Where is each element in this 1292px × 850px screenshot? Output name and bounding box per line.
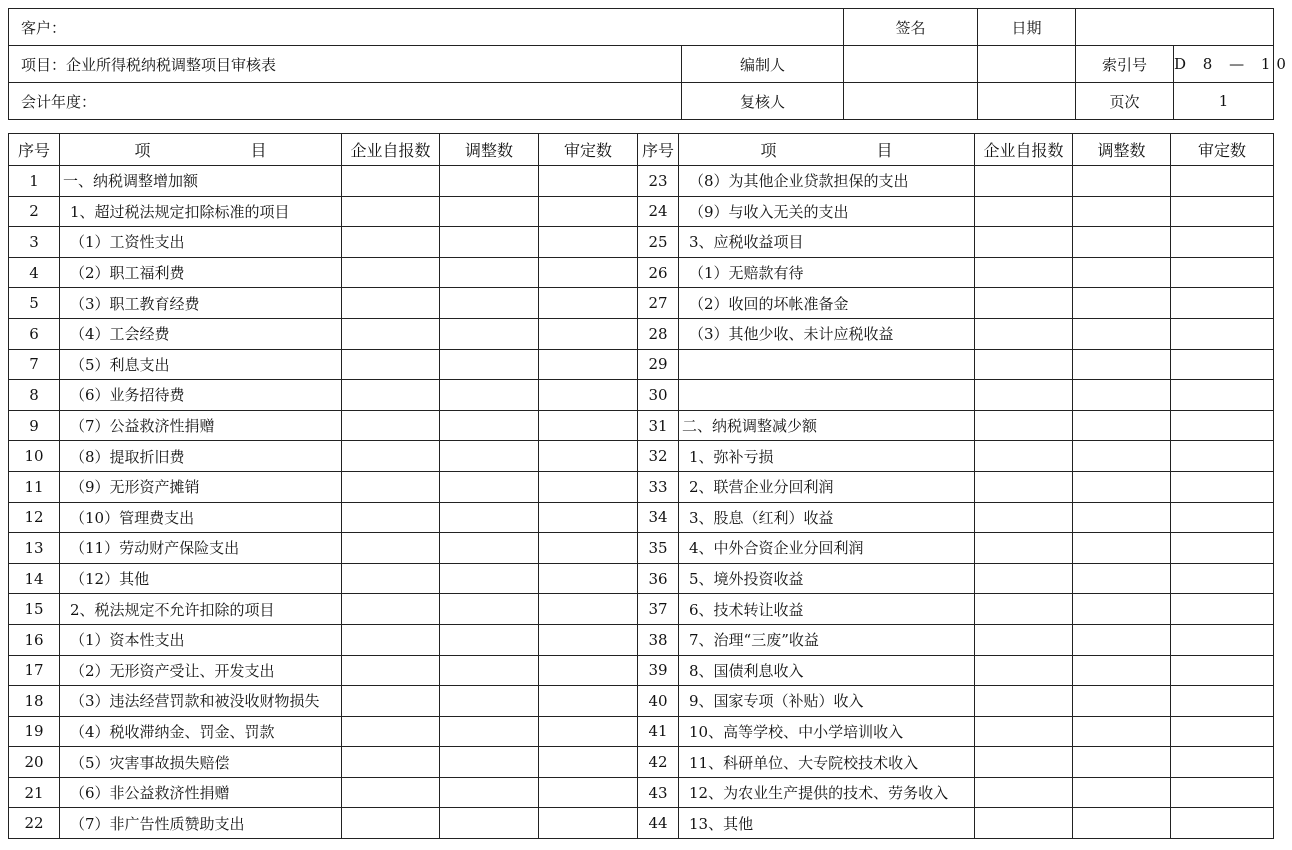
cell-approved-left[interactable] [539, 777, 638, 808]
row-item-left: （4）税收滞纳金、罚金、罚款 [60, 716, 342, 747]
cell-approved-left[interactable] [539, 380, 638, 411]
cell-approved-right[interactable] [1171, 563, 1274, 594]
row-item-left: （5）灾害事故损失赔偿 [60, 747, 342, 778]
cell-adjustment-left[interactable] [440, 594, 539, 625]
table-row [9, 502, 1274, 533]
table-row [9, 747, 1274, 778]
table-row [9, 655, 1274, 686]
row-item-left: 1、超过税法规定扣除标准的项目 [60, 196, 342, 227]
header-table [8, 8, 1292, 120]
cell-self-reported-right[interactable] [975, 624, 1073, 655]
table-row [9, 166, 1274, 197]
cell-approved-left[interactable] [539, 594, 638, 625]
cell-self-reported-left[interactable] [342, 196, 440, 227]
row-item-right: 10、高等学校、中小学培训收入 [679, 716, 975, 747]
row-number-left: 7 [9, 349, 60, 380]
cell-self-reported-left[interactable] [342, 471, 440, 502]
cell-adjustment-right[interactable] [1073, 655, 1171, 686]
row-item-left: （1）工资性支出 [60, 227, 342, 258]
cell-self-reported-right[interactable] [975, 318, 1073, 349]
cell-adjustment-left[interactable] [440, 716, 539, 747]
row-number-right: 33 [638, 471, 679, 502]
cell-self-reported-right[interactable] [975, 410, 1073, 441]
cell-approved-left[interactable] [539, 655, 638, 686]
cell-approved-left[interactable] [539, 624, 638, 655]
row-number-right: 44 [638, 808, 679, 839]
row-number-left: 10 [9, 441, 60, 472]
cell-adjustment-left[interactable] [440, 410, 539, 441]
reviewer-label: 复核人 [682, 83, 844, 120]
table-row [9, 686, 1274, 717]
cell-self-reported-right[interactable] [975, 288, 1073, 319]
cell-adjustment-right[interactable] [1073, 624, 1171, 655]
table-header-row [9, 134, 1274, 166]
cell-adjustment-left[interactable] [440, 166, 539, 197]
cell-adjustment-left[interactable] [440, 655, 539, 686]
row-number-right: 30 [638, 380, 679, 411]
cell-adjustment-left[interactable] [440, 196, 539, 227]
table-row [9, 594, 1274, 625]
cell-approved-left[interactable] [539, 747, 638, 778]
cell-adjustment-right[interactable] [1073, 502, 1171, 533]
cell-adjustment-right[interactable] [1073, 227, 1171, 258]
row-item-right: 3、应税收益项目 [679, 227, 975, 258]
index-value: D 8 — 10 [1174, 46, 1274, 83]
col-approved-right: 审定数 [1171, 134, 1274, 166]
cell-self-reported-left[interactable] [342, 686, 440, 717]
cell-self-reported-left[interactable] [342, 257, 440, 288]
cell-self-reported-left[interactable] [342, 594, 440, 625]
cell-approved-right[interactable] [1171, 288, 1274, 319]
table-row [9, 808, 1274, 839]
row-number-left: 15 [9, 594, 60, 625]
table-row [9, 196, 1274, 227]
cell-adjustment-right[interactable] [1073, 471, 1171, 502]
col-item-right [679, 134, 975, 166]
cell-approved-left[interactable] [539, 257, 638, 288]
cell-self-reported-left[interactable] [342, 502, 440, 533]
cell-approved-right[interactable] [1171, 502, 1274, 533]
col-self-reported-right: 企业自报数 [975, 134, 1073, 166]
row-number-right: 31 [638, 410, 679, 441]
row-number-left: 19 [9, 716, 60, 747]
cell-adjustment-left[interactable] [440, 380, 539, 411]
cell-approved-right[interactable] [1171, 196, 1274, 227]
cell-adjustment-left[interactable] [440, 624, 539, 655]
cell-adjustment-left[interactable] [440, 471, 539, 502]
cell-approved-right[interactable] [1171, 471, 1274, 502]
row-number-right: 32 [638, 441, 679, 472]
row-number-left: 13 [9, 533, 60, 564]
cell-approved-right[interactable] [1171, 533, 1274, 564]
cell-approved-left[interactable] [539, 196, 638, 227]
row-item-left: （7）非广告性质赞助支出 [60, 808, 342, 839]
row-item-right: （8）为其他企业贷款担保的支出 [679, 166, 975, 197]
table-row [9, 624, 1274, 655]
cell-approved-right[interactable] [1171, 227, 1274, 258]
cell-self-reported-right[interactable] [975, 471, 1073, 502]
cell-self-reported-left[interactable] [342, 624, 440, 655]
row-number-left: 11 [9, 471, 60, 502]
cell-self-reported-right[interactable] [975, 533, 1073, 564]
row-item-left: （3）职工教育经费 [60, 288, 342, 319]
cell-self-reported-right[interactable] [975, 594, 1073, 625]
cell-self-reported-left[interactable] [342, 227, 440, 258]
table-row [9, 441, 1274, 472]
cell-adjustment-right[interactable] [1073, 196, 1171, 227]
adjustment-table [8, 133, 1274, 839]
cell-approved-left[interactable] [539, 686, 638, 717]
cell-adjustment-left[interactable] [440, 288, 539, 319]
cell-self-reported-right[interactable] [975, 502, 1073, 533]
row-number-right: 37 [638, 594, 679, 625]
row-item-right: 二、纳税调整减少额 [679, 410, 975, 441]
cell-approved-left[interactable] [539, 808, 638, 839]
row-number-left: 6 [9, 318, 60, 349]
cell-approved-right[interactable] [1171, 380, 1274, 411]
row-number-left: 14 [9, 563, 60, 594]
cell-self-reported-left[interactable] [342, 441, 440, 472]
row-number-right: 43 [638, 777, 679, 808]
cell-self-reported-right[interactable] [975, 655, 1073, 686]
table-row [9, 227, 1274, 258]
col-item-right-a: 项 [760, 141, 777, 160]
row-item-right [679, 349, 975, 380]
cell-self-reported-left[interactable] [342, 288, 440, 319]
row-number-right: 25 [638, 227, 679, 258]
col-self-reported-left: 企业自报数 [342, 134, 440, 166]
sign-label: 签名 [844, 9, 978, 46]
row-item-left: （12）其他 [60, 563, 342, 594]
cell-approved-left[interactable] [539, 410, 638, 441]
cell-adjustment-right[interactable] [1073, 166, 1171, 197]
cell-adjustment-right[interactable] [1073, 441, 1171, 472]
cell-approved-right[interactable] [1171, 318, 1274, 349]
cell-self-reported-right[interactable] [975, 808, 1073, 839]
col-item-left-b: 目 [250, 141, 267, 160]
table-row [9, 349, 1274, 380]
cell-self-reported-right[interactable] [975, 686, 1073, 717]
header-row-year [9, 83, 1274, 120]
table-body [9, 166, 1274, 839]
row-item-right: 2、联营企业分回利润 [679, 471, 975, 502]
cell-adjustment-left[interactable] [440, 777, 539, 808]
row-item-left: （7）公益救济性捐赠 [60, 410, 342, 441]
cell-self-reported-left[interactable] [342, 716, 440, 747]
row-number-left: 20 [9, 747, 60, 778]
cell-adjustment-left[interactable] [440, 349, 539, 380]
row-number-left: 4 [9, 257, 60, 288]
header-row-customer [9, 9, 1274, 46]
row-number-right: 23 [638, 166, 679, 197]
col-item-left [60, 134, 342, 166]
row-number-right: 40 [638, 686, 679, 717]
table-row [9, 563, 1274, 594]
table-row [9, 716, 1274, 747]
date-value-cell[interactable] [1076, 9, 1274, 46]
page-value: 1 [1174, 83, 1274, 120]
cell-approved-left[interactable] [539, 166, 638, 197]
row-number-left: 17 [9, 655, 60, 686]
col-approved-left: 审定数 [539, 134, 638, 166]
cell-adjustment-left[interactable] [440, 747, 539, 778]
cell-approved-left[interactable] [539, 502, 638, 533]
row-number-right: 29 [638, 349, 679, 380]
row-item-right: 8、国债利息收入 [679, 655, 975, 686]
cell-adjustment-right[interactable] [1073, 257, 1171, 288]
row-item-right: （2）收回的坏帐准备金 [679, 288, 975, 319]
cell-approved-right[interactable] [1171, 441, 1274, 472]
cell-self-reported-left[interactable] [342, 349, 440, 380]
row-number-right: 42 [638, 747, 679, 778]
cell-adjustment-left[interactable] [440, 441, 539, 472]
row-item-left: （3）违法经营罚款和被没收财物损失 [60, 686, 342, 717]
cell-self-reported-right[interactable] [975, 257, 1073, 288]
cell-self-reported-left[interactable] [342, 655, 440, 686]
row-number-right: 26 [638, 257, 679, 288]
cell-self-reported-right[interactable] [975, 166, 1073, 197]
row-item-left: 2、税法规定不允许扣除的项目 [60, 594, 342, 625]
cell-approved-left[interactable] [539, 441, 638, 472]
cell-approved-right[interactable] [1171, 686, 1274, 717]
table-row [9, 777, 1274, 808]
row-item-left: （2）职工福利费 [60, 257, 342, 288]
cell-self-reported-left[interactable] [342, 563, 440, 594]
cell-self-reported-right[interactable] [975, 716, 1073, 747]
row-number-left: 1 [9, 166, 60, 197]
cell-adjustment-right[interactable] [1073, 808, 1171, 839]
cell-adjustment-right[interactable] [1073, 716, 1171, 747]
fiscal-year-label: 会计年度： [9, 83, 682, 120]
cell-self-reported-left[interactable] [342, 380, 440, 411]
row-item-left: 一、纳税调整增加额 [60, 166, 342, 197]
table-row [9, 380, 1274, 411]
cell-adjustment-right[interactable] [1073, 747, 1171, 778]
row-number-right: 36 [638, 563, 679, 594]
row-item-right: 4、中外合资企业分回利润 [679, 533, 975, 564]
row-number-right: 39 [638, 655, 679, 686]
col-seq-right: 序号 [638, 134, 679, 166]
cell-approved-right[interactable] [1171, 624, 1274, 655]
cell-adjustment-left[interactable] [440, 227, 539, 258]
row-number-right: 24 [638, 196, 679, 227]
row-number-right: 35 [638, 533, 679, 564]
cell-self-reported-right[interactable] [975, 349, 1073, 380]
cell-adjustment-right[interactable] [1073, 594, 1171, 625]
cell-self-reported-right[interactable] [975, 563, 1073, 594]
row-number-right: 38 [638, 624, 679, 655]
cell-adjustment-left[interactable] [440, 563, 539, 594]
header-row-project [9, 46, 1274, 83]
table-row [9, 257, 1274, 288]
row-item-right: （1）无赔款有待 [679, 257, 975, 288]
cell-approved-right[interactable] [1171, 410, 1274, 441]
row-item-right: 12、为农业生产提供的技术、劳务收入 [679, 777, 975, 808]
cell-adjustment-left[interactable] [440, 686, 539, 717]
cell-self-reported-left[interactable] [342, 808, 440, 839]
cell-self-reported-right[interactable] [975, 747, 1073, 778]
row-item-right: 5、境外投资收益 [679, 563, 975, 594]
cell-adjustment-left[interactable] [440, 533, 539, 564]
row-item-right: 3、股息（红利）收益 [679, 502, 975, 533]
row-item-left: （2）无形资产受让、开发支出 [60, 655, 342, 686]
cell-approved-right[interactable] [1171, 166, 1274, 197]
cell-approved-left[interactable] [539, 563, 638, 594]
cell-adjustment-right[interactable] [1073, 777, 1171, 808]
cell-approved-left[interactable] [539, 349, 638, 380]
row-item-right [679, 380, 975, 411]
cell-adjustment-right[interactable] [1073, 533, 1171, 564]
cell-self-reported-left[interactable] [342, 747, 440, 778]
cell-approved-right[interactable] [1171, 349, 1274, 380]
cell-approved-right[interactable] [1171, 777, 1274, 808]
cell-approved-right[interactable] [1171, 655, 1274, 686]
cell-adjustment-left[interactable] [440, 502, 539, 533]
cell-self-reported-left[interactable] [342, 533, 440, 564]
cell-self-reported-left[interactable] [342, 166, 440, 197]
row-number-right: 34 [638, 502, 679, 533]
col-adjustment-right: 调整数 [1073, 134, 1171, 166]
row-number-left: 21 [9, 777, 60, 808]
row-number-left: 2 [9, 196, 60, 227]
cell-adjustment-left[interactable] [440, 257, 539, 288]
preparer-date-cell[interactable] [978, 46, 1076, 83]
row-item-right: 1、弥补亏损 [679, 441, 975, 472]
row-item-right: 13、其他 [679, 808, 975, 839]
row-item-left: （10）管理费支出 [60, 502, 342, 533]
row-item-left: （1）资本性支出 [60, 624, 342, 655]
cell-approved-right[interactable] [1171, 594, 1274, 625]
page-label: 页次 [1076, 83, 1174, 120]
reviewer-date-cell[interactable] [978, 83, 1076, 120]
cell-approved-right[interactable] [1171, 716, 1274, 747]
row-item-left: （11）劳动财产保险支出 [60, 533, 342, 564]
cell-adjustment-right[interactable] [1073, 410, 1171, 441]
cell-self-reported-right[interactable] [975, 196, 1073, 227]
row-item-right: 9、国家专项（补贴）收入 [679, 686, 975, 717]
col-adjustment-left: 调整数 [440, 134, 539, 166]
cell-self-reported-right[interactable] [975, 777, 1073, 808]
row-number-left: 5 [9, 288, 60, 319]
row-number-left: 12 [9, 502, 60, 533]
row-item-left: （5）利息支出 [60, 349, 342, 380]
cell-self-reported-right[interactable] [975, 380, 1073, 411]
row-number-left: 18 [9, 686, 60, 717]
table-row [9, 410, 1274, 441]
table-row [9, 318, 1274, 349]
cell-adjustment-right[interactable] [1073, 686, 1171, 717]
cell-self-reported-left[interactable] [342, 410, 440, 441]
cell-approved-left[interactable] [539, 716, 638, 747]
cell-adjustment-right[interactable] [1073, 349, 1171, 380]
row-number-right: 41 [638, 716, 679, 747]
row-item-right: （3）其他少收、未计应税收益 [679, 318, 975, 349]
cell-self-reported-right[interactable] [975, 441, 1073, 472]
table-row [9, 288, 1274, 319]
cell-approved-left[interactable] [539, 471, 638, 502]
row-number-right: 28 [638, 318, 679, 349]
preparer-label: 编制人 [682, 46, 844, 83]
cell-self-reported-left[interactable] [342, 777, 440, 808]
index-label: 索引号 [1076, 46, 1174, 83]
cell-adjustment-left[interactable] [440, 318, 539, 349]
row-item-left: （4）工会经费 [60, 318, 342, 349]
col-item-left-a: 项 [134, 141, 151, 160]
cell-approved-right[interactable] [1171, 257, 1274, 288]
cell-adjustment-left[interactable] [440, 808, 539, 839]
date-label: 日期 [978, 9, 1076, 46]
row-item-left: （6）非公益救济性捐赠 [60, 777, 342, 808]
row-number-left: 16 [9, 624, 60, 655]
table-row [9, 533, 1274, 564]
project-label: 项目：企业所得税纳税调整项目审核表 [9, 46, 682, 83]
table-row [9, 471, 1274, 502]
row-item-left: （6）业务招待费 [60, 380, 342, 411]
row-item-right: 11、科研单位、大专院校技术收入 [679, 747, 975, 778]
row-item-left: （8）提取折旧费 [60, 441, 342, 472]
cell-approved-left[interactable] [539, 318, 638, 349]
cell-approved-right[interactable] [1171, 747, 1274, 778]
row-item-left: （9）无形资产摊销 [60, 471, 342, 502]
row-number-left: 8 [9, 380, 60, 411]
cell-approved-left[interactable] [539, 227, 638, 258]
row-item-right: 7、治理“三废”收益 [679, 624, 975, 655]
cell-self-reported-left[interactable] [342, 318, 440, 349]
row-number-right: 27 [638, 288, 679, 319]
cell-approved-left[interactable] [539, 288, 638, 319]
col-item-right-b: 目 [876, 141, 893, 160]
row-number-left: 9 [9, 410, 60, 441]
cell-adjustment-right[interactable] [1073, 288, 1171, 319]
col-seq-left: 序号 [9, 134, 60, 166]
customer-label: 客户： [9, 9, 844, 46]
cell-approved-right[interactable] [1171, 808, 1274, 839]
row-item-right: 6、技术转让收益 [679, 594, 975, 625]
row-item-right: （9）与收入无关的支出 [679, 196, 975, 227]
cell-adjustment-right[interactable] [1073, 563, 1171, 594]
cell-adjustment-right[interactable] [1073, 380, 1171, 411]
reviewer-sign-cell[interactable] [844, 83, 978, 120]
preparer-sign-cell[interactable] [844, 46, 978, 83]
cell-self-reported-right[interactable] [975, 227, 1073, 258]
cell-approved-left[interactable] [539, 533, 638, 564]
cell-adjustment-right[interactable] [1073, 318, 1171, 349]
row-number-left: 22 [9, 808, 60, 839]
row-number-left: 3 [9, 227, 60, 258]
